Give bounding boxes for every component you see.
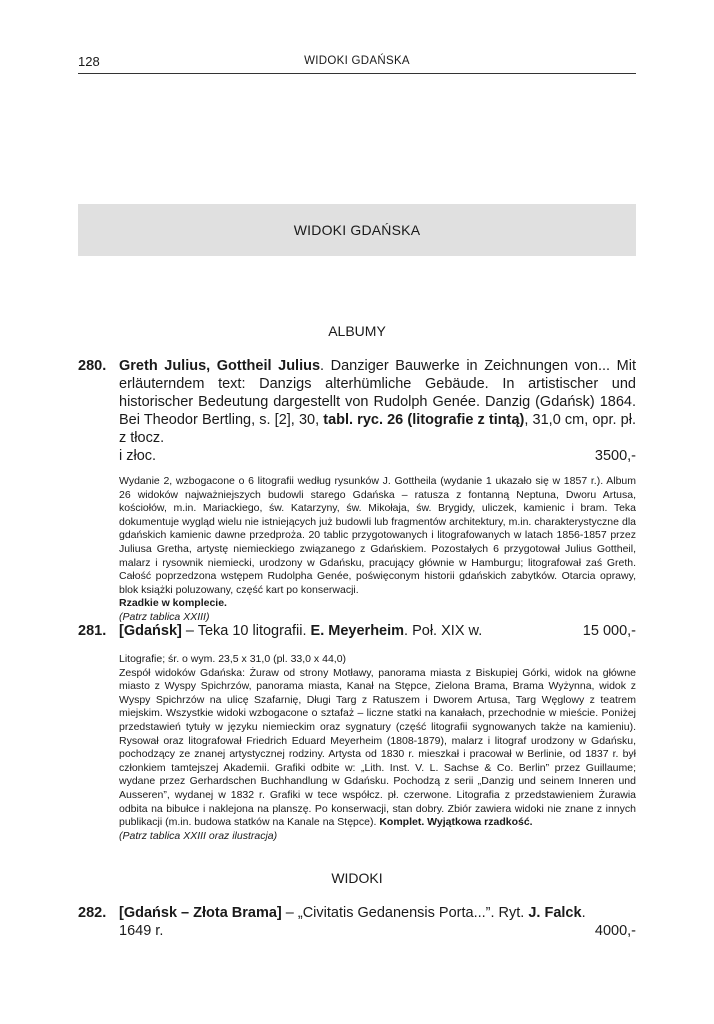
entry-bracket-title: [Gdańsk] <box>119 623 182 639</box>
entry-note-bold: Rzadkie w komplecie. <box>119 597 227 610</box>
subsection-heading-widoki: WIDOKI <box>331 870 383 886</box>
entry-heading <box>119 622 636 640</box>
entry-number: 282. <box>78 905 107 921</box>
entry-note: Zespół widoków Gdańska: Żuraw od strony Motławy, panorama miasta z Biskupiej Górki, widok na główne miasto z Wyspy Spichrzów, panorama miasta, Kanał na Stępce, Zielona Brama, Brama Wyżynna, widok z Wyspy Spichrzów na ulicę Szafarnię, Długi Targ z Ratuszem i Dworem Artusa, Targ Węglowy z teatrem miejskim. Wszystkie widoki wzbogacone o sztafaż – liczne statki na kanałach, przechodnie w mieście. Poniżej przedstawień tytuły w języku niemieckim oraz sygnatury (część litografii sygnowanych także na kamieniu). Rysował oraz litografował Friedrich Eduard Meyerheim (1808-1879), malarz i litograf urodzony w Gdańsku, pochodzący ze znanej artystycznej rodziny. Artysta od 1830 r. mieszkał i pracował w Berlinie, od 1837 r. był członkiem tamtejszej Akademii. Grafiki odbite w: „Lith. Inst. V. L. Sachse & Co. Berlin” przez Guillaume; wydane przez Gerhardschen Buchhandlung w Gdańsku. Pochodzą z serii „Danzig und seinem Inneren und Ausseren”, wydanej w 1832 r. Grafiki w tece współcz. pł. czerwone. Litografia z przedstawieniem Żurawia odbita na bibułce i naklejona na planszę. Po konserwacji, stan dobry. Zbiór zawiera widoki nie znane z innych publikacji (m.in. budowa statków na Kanale na Stępce). <box>119 666 636 829</box>
entry-bracket-title: [Gdańsk – Złota Brama] <box>119 905 282 921</box>
entry-note-first: Litografie; śr. o wym. 23,5 x 31,0 (pl. 33,0 x 44,0) <box>119 653 347 665</box>
entry-title: – „Civitatis Gedanensis Porta...”. Ryt. <box>281 905 529 921</box>
entry-artist: E. Meyerheim <box>310 623 405 639</box>
entry-artist: J. Falck <box>528 905 582 921</box>
running-header <box>78 51 636 74</box>
entry-title-tail: . <box>581 905 586 921</box>
entry-price: 3500,- <box>594 448 636 464</box>
page-number: 128 <box>78 54 100 69</box>
catalog-entry <box>78 357 636 625</box>
entry-price: 4000,- <box>594 923 636 939</box>
entry-reference: (Patrz tablica XXIII oraz ilustracja) <box>119 829 278 842</box>
entry-price-row <box>119 447 636 465</box>
entry-price-row <box>119 922 636 940</box>
entry-title: . Danziger Bauwerke in Zeichnungen von... Mit erläuterndem text: Danzigs alterhümliche Gebäude. In artistischer und historischer Bedeutung dargestellt von Rudolph Genée. Danzig (Gdańsk) 1864. Bei Theodor Bertling, s. [2], 30, <box>119 358 636 428</box>
catalog-entry <box>78 904 636 940</box>
entry-heading <box>119 357 636 447</box>
entry-note: Wydanie 2, wzbogacone o 6 litografii według rysunków J. Gottheila (wydanie 1 ukazało się w 1857 r.). Album 26 widoków najważniejszych budowli starego Gdańska – ratusza z fontanną Neptuna, Dworu Artusa, kościołów, m.in. Mariackiego, św. Katarzyny, św. Mikołaja, św. Brygidy, uliczek, kamienic i bram. Teka dokumentuje wygląd wielu nie istniejących już budowli lub fragmentów architektury, m.in. charakterystyczne dla gdańskich kamienic dawne przedproża. 20 tablic przygotowanych i litografowanych w latach 1856-1857 przez Juliusa Gretha, artystę niemieckiego związanego z Gdańskiem. Pozostałych 6 przygotował Julius Gottheil, malarz i rysownik niemiecki, urodzony w Gdańsku, pracujący głównie w Hamburgu; litografował zaś Greth. Całość poprzedzona wstępem Rudolpha Genée, poświęconym historii gdańskich zabytków. Otarcia oprawy, blok książki poluzowany, część kart po konserwacji. <box>119 475 636 596</box>
entry-reference: (Patrz tablica XXIII) <box>119 610 210 623</box>
subsection-heading-albumy: ALBUMY <box>328 323 386 339</box>
section-title-band <box>78 204 636 256</box>
entry-title-tail: , 31,0 cm, opr. pł. z tłocz. <box>119 412 636 446</box>
entry-heading <box>119 904 636 922</box>
entry-description <box>119 475 636 625</box>
entry-date: . Poł. XIX w. <box>404 623 483 639</box>
entry-description <box>119 653 636 843</box>
entry-last-line: 1649 r. <box>119 923 164 939</box>
entry-plates: tabl. ryc. 26 (litografie z tintą) <box>323 412 525 428</box>
entry-last-line: i złoc. <box>119 448 157 464</box>
entry-author: Greth Julius, Gottheil Julius <box>119 358 321 374</box>
section-title: WIDOKI GDAŃSKA <box>293 222 421 238</box>
entry-title: – Teka 10 litografii. <box>181 623 311 639</box>
entry-number: 280. <box>78 358 107 374</box>
running-title: WIDOKI GDAŃSKA <box>304 55 410 67</box>
entry-number: 281. <box>78 623 107 639</box>
catalog-entry <box>78 622 636 843</box>
entry-note-bold: Komplet. Wyjątkowa rzadkość. <box>379 816 533 829</box>
entry-price: 15 000,- <box>582 623 636 639</box>
